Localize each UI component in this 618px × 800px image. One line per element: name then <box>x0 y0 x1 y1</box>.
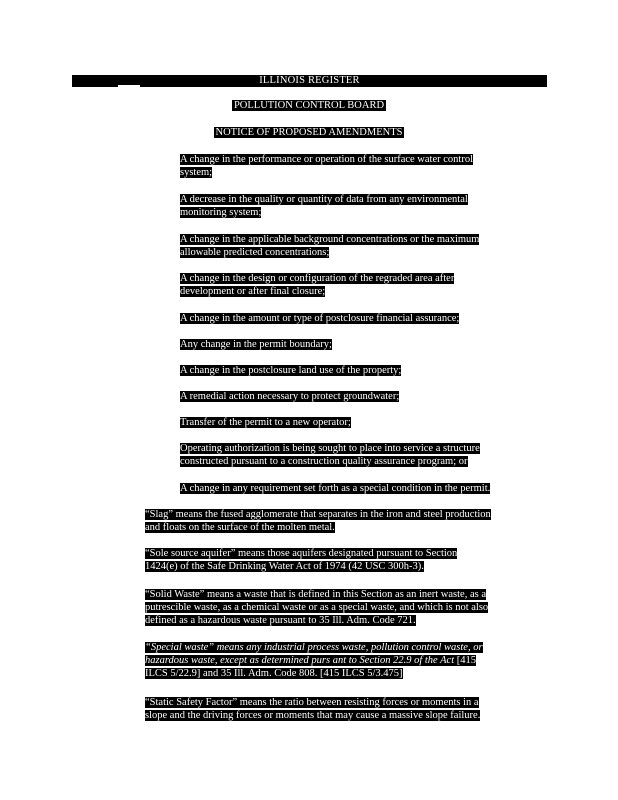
list-item: A change in the applicable background concentrations or the maximum allowable predicted concentrations; <box>180 234 480 258</box>
list-item: Transfer of the permit to a new operator; <box>180 417 351 428</box>
list-item: A change in the design or configuration of the regraded area after development or after final closure; <box>180 273 455 297</box>
definition-solid-waste: “Solid Waste” means a waste that is defined in this Section as an inert waste, as a putrescible waste, as a chemical waste or as a special waste, and which is not also defined as a hazardous waste pursuant to 35 Ill. Adm. Code 721. <box>145 589 489 626</box>
list-item: A remedial action necessary to protect groundwater; <box>180 391 400 402</box>
list-item: A change in any requirement set forth as a special condition in the permit. <box>180 483 491 494</box>
list-item: Any change in the permit boundary; <box>180 339 332 350</box>
list-item: A change in the postclosure land use of the property; <box>180 365 402 376</box>
definition-special-waste: “Special waste” means any industrial process waste, pollution control waste, or hazardous waste, except as determined purs ant to Section 22.9 of the Act [415 ILCS 5/22.9] and 35 Ill. Adm. Code 808. [415 ILCS 5/3.475] <box>145 642 483 679</box>
agency-title: POLLUTION CONTROL BOARD <box>233 100 385 111</box>
definition-static-safety-factor: “Static Safety Factor” means the ratio between resisting forces or moments in a slope and the driving forces or moments that may cause a massive slope failure. <box>145 697 481 721</box>
definition-sole-source-aquifer: “Sole source aquifer” means those aquifers designated pursuant to Section 1424(e) of the Safe Drinking Water Act of 1974 (42 USC 300h-3). <box>145 548 458 572</box>
list-item: Operating authorization is being sought to place into service a structure constructed pursuant to a construction quality assurance program; or <box>180 443 480 467</box>
register-title: ILLINOIS REGISTER <box>259 75 360 86</box>
list-item: A change in the amount or type of postclosure financial assurance; <box>180 313 460 324</box>
notice-title: NOTICE OF PROPOSED AMENDMENTS <box>215 127 403 138</box>
header-notch <box>118 85 140 88</box>
agency-line <box>0 100 618 112</box>
definition-slag: “Slag” means the fused agglomerate that separates in the iron and steel production and floats on the surface of the molten metal. <box>145 509 491 533</box>
header-bar <box>72 75 547 87</box>
list-item: A change in the performance or operation of the surface water control system; <box>180 154 473 178</box>
list-item: A decrease in the quality or quantity of data from any environmental monitoring system; <box>180 194 468 218</box>
notice-line <box>0 127 618 139</box>
